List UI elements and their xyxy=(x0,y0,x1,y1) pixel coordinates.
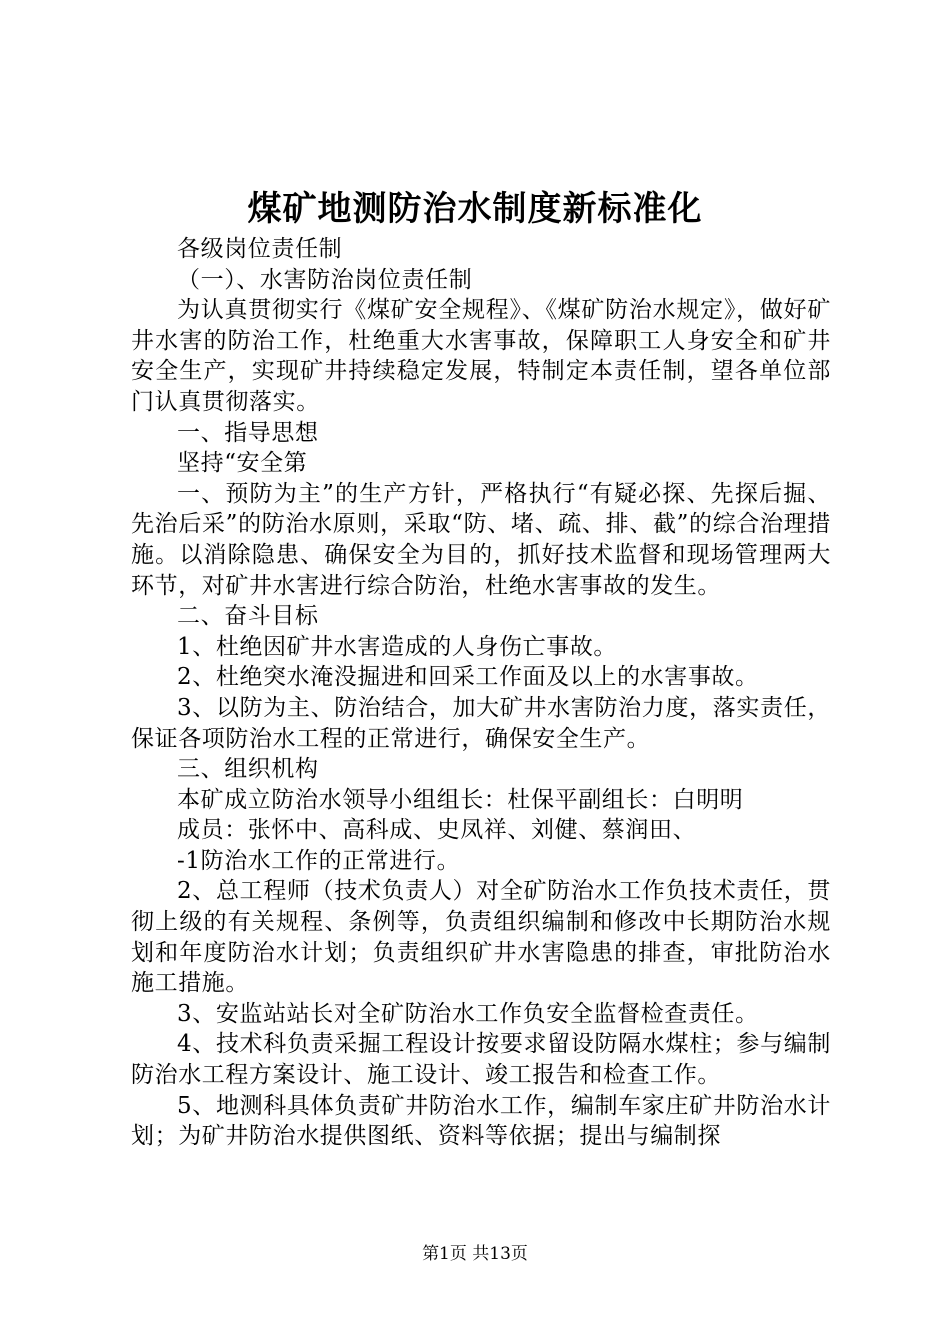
page-footer: 第1页 共13页 xyxy=(422,1244,528,1264)
paragraph: 2、总工程师（技术负责人）对全矿防治水工作负技术责任，贯彻上级的有关规程、条例等，负责组织编制和修改中长期防治水规划和年度防治水计划；负责组织矿井水害隐患的排查，审批防治水施工措施。 xyxy=(131,878,831,997)
paragraph: -1防治水工作的正常进行。 xyxy=(177,847,461,874)
paragraph: 5、地测科具体负责矿井防治水工作，编制车家庄矿井防治水计划；为矿井防治水提供图纸、资料等依据；提出与编制探 xyxy=(131,1092,831,1150)
paragraph: 3、以防为主、防治结合，加大矿井水害防治力度，落实责任，保证各项防治水工程的正常进行，确保安全生产。 xyxy=(131,694,831,752)
paragraph: 二、奋斗目标 xyxy=(177,603,319,630)
paragraph: 为认真贯彻实行《煤矿安全规程》、《煤矿防治水规定》，做好矿井水害的防治工作，杜绝重大水害事故，保障职工人身安全和矿井安全生产，实现矿井持续稳定发展，特制定本责任制，望各单位部门认真贯彻落实。 xyxy=(131,297,831,415)
paragraph: 三、组织机构 xyxy=(177,756,319,783)
paragraph: 坚持“安全第 xyxy=(177,450,308,477)
paragraph: 4、技术科负责采掘工程设计按要求留设防隔水煤柱；参与编制防治水工程方案设计、施工设计、竣工报告和检查工作。 xyxy=(131,1031,831,1089)
paragraph: 1、杜绝因矿井水害造成的人身伤亡事故。 xyxy=(177,633,618,660)
paragraph: 成员：张怀中、高科成、史凤祥、刘健、蔡润田、 xyxy=(177,817,697,844)
paragraph: （一）、水害防治岗位责任制 xyxy=(177,266,473,293)
paragraph: 3、安监站站长对全矿防治水工作负安全监督检查责任。 xyxy=(177,1000,759,1027)
document-title: 煤矿地测防治水制度新标准化 xyxy=(247,189,703,229)
paragraph: 本矿成立防治水领导小组组长：杜保平副组长：白明明 xyxy=(177,786,744,813)
paragraph: 2、杜绝突水淹没掘进和回采工作面及以上的水害事故。 xyxy=(177,664,759,691)
paragraph: 各级岗位责任制 xyxy=(177,236,343,262)
paragraph: 一、预防为主”的生产方针，严格执行“有疑必探、先探后掘、先治后采”的防治水原则，采取“防、堵、疏、排、截”的综合治理措施。以消除隐患、确保安全为目的，抓好技术监督和现场管理两大环节，对矿井水害进行综合防治，杜绝水害事故的发生。 xyxy=(131,480,831,599)
document-body xyxy=(131,234,831,1152)
paragraph: 一、指导思想 xyxy=(177,419,319,446)
